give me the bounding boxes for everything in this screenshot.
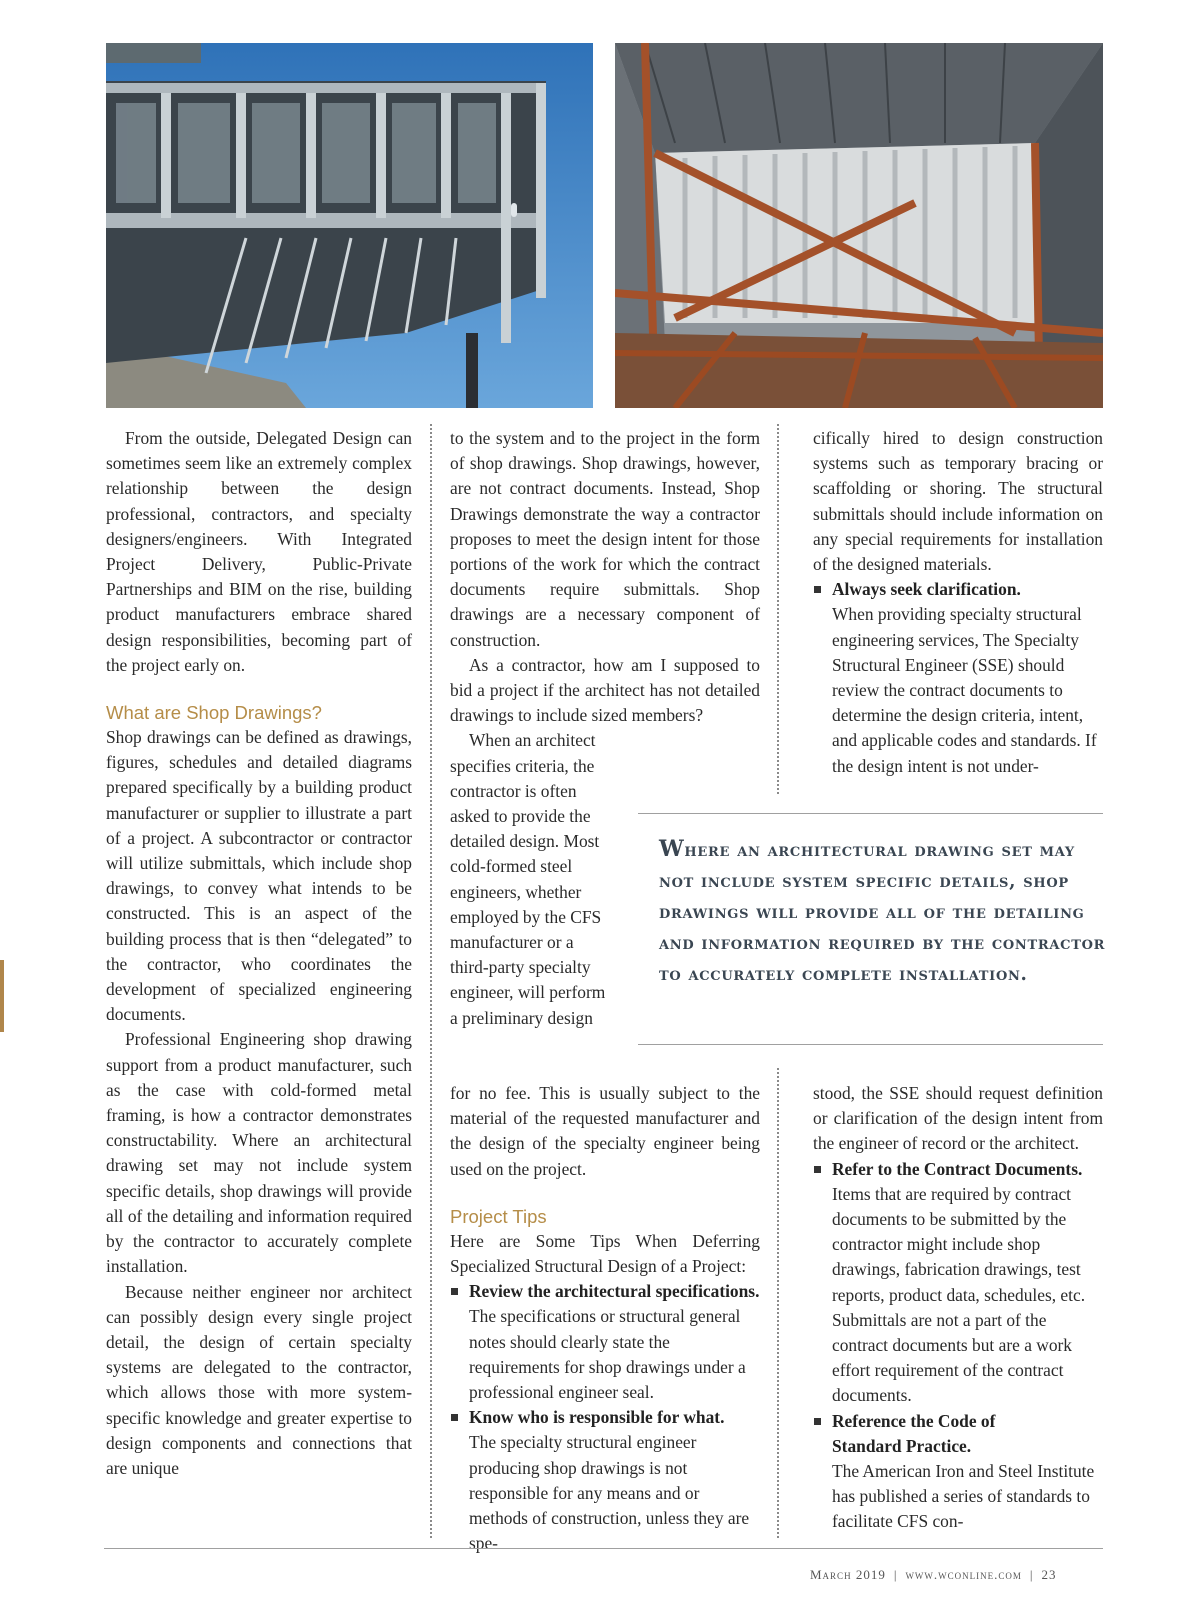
column-rule-left [430,424,432,1538]
tip-title: Always seek clarification. [832,579,1021,600]
pullquote-initial: W [659,836,685,862]
steel-framing-ceiling-photo [615,43,1103,408]
tips-intro: Here are Some Tips When Deferring Specialized Structural Design of a Project: [450,1230,760,1277]
page-footer: March 2019 | www.wconline.com | 23 [810,1567,1057,1582]
tip-title: Reference the Code of [832,1410,996,1431]
tip-title: Refer to the Contract Documents. [832,1158,1083,1179]
tip-body: When providing specialty structural engineering services, The Specialty Structural Engineer (SSE) should review the contract documents to determine the design criteria, intent, and applicable codes and standards. If the design intent is not under- [832,604,1097,776]
tip-title: Review the architectural specifications. [469,1281,760,1302]
body-paragraph: Professional Engineering shop drawing support from a product manufacturer, such as the case with cold-formed metal framing, is how a contractor demonstrates constructability. Where an architectural drawing set may not include system specific details, shop drawings will provide all of the detailing and information required by the contractor to accurately complete installation. [106,1029,412,1277]
tip-item [813,1409,1103,1535]
tips-list [813,1157,1103,1535]
steel-stud-cantilever-photo [106,43,593,408]
tip-continuation: stood, the SSE should request definition or clarification of the design intent from the engineer of record or the architect. [813,1083,1103,1154]
narrow-line: manufacturer or a [450,932,574,953]
section-heading-shop-drawings: What are Shop Drawings? [106,702,322,724]
column-2-lower [450,1081,760,1556]
body-paragraph: Because neither engineer nor architect can possibly design every single project detail, the design of certain specialty systems are delegated to the contractor, which allows those with more system-specific knowledge and greater expertise to design components and connections that are unique [106,1281,412,1478]
narrow-line: a preliminary design [450,1007,593,1028]
tip-item [813,577,1103,779]
narrow-line: detailed design. Most [450,831,600,852]
photo-left-illustration [106,43,593,408]
tip-item [450,1405,760,1556]
column-3-upper [813,426,1103,779]
tip-title: Know who is responsible for what. [469,1407,725,1428]
footer-rule [104,1548,1103,1549]
tips-list [450,1279,760,1556]
body-paragraph: Shop drawings can be defined as drawings, figures, schedules and detailed diagrams prepared specifically by a building product manufacturer or supplier to illustrate a part of a project. A subcontractor or contractor will utilize submittals, which include shop drawings, to convey what intends to be constructed. This is an aspect of the building process that is then “delegated” to the contractor, who coordinates the development of specialized engineering documents. [106,727,412,1025]
narrow-line: employed by the CFS [450,906,602,927]
tip-body: Items that are required by contract documents to be submitted by the contractor might include shop drawings, fabrication drawings, test reports, product data, schedules, etc. Submittals are not a part of the contract documents but are a work effort requirement of the contract documents. [832,1183,1086,1406]
narrow-line: cold-formed steel [450,856,573,877]
tip-title: Standard Practice. [832,1435,972,1456]
body-paragraph: to the system and to the project in the form of shop drawings. Shop drawings, however, are not contract documents. Instead, Shop Drawings demonstrate the way a contractor proposes to meet the design intent for those portions of the work for which the contract documents require submittals. Shop drawings are a necessary component of construction. [450,428,760,650]
photo-right-illustration [615,43,1103,408]
tips-list [813,577,1103,779]
narrow-line: engineers, whether [450,881,582,902]
tip-item [450,1279,760,1405]
section-heading-project-tips: Project Tips [450,1205,547,1227]
body-paragraph: for no fee. This is usually subject to the material of the requested manufacturer and the design of the specialty engineer being used on the project. [450,1083,760,1179]
pullquote-text: here an architectural drawing set may not include system specific details, shop drawings will provide all of the detailing and information required by the contractor to accurately complete installation. [659,840,1106,985]
page-edge-tab [0,960,4,1032]
website: www.wconline.com [905,1567,1022,1582]
pull-quote [659,834,1109,990]
issue-date: March 2019 [810,1567,886,1582]
pullquote-bottom-rule [638,1044,1103,1045]
column-3-lower [813,1081,1103,1535]
narrow-line: specifies criteria, the [450,755,595,776]
tip-body: The specialty structural engineer producing shop drawings is not responsible for any means and or methods of construction, unless they are spe- [469,1432,750,1554]
column-rule-right-upper [777,424,779,794]
narrow-line: third-party specialty [450,957,591,978]
intro-paragraph: From the outside, Delegated Design can sometimes seem like an extremely complex relationship between the design professional, contractors, and specialty designers/engineers. With Integrated Project Delivery, Public-Private Partnerships and BIM on the rise, building product manufacturers embrace shared design responsibilities, becoming part of the project early on. [106,428,412,675]
tip-body: The American Iron and Steel Institute has published a series of standards to facilitate CFS con- [832,1461,1095,1532]
tip-item [813,1157,1103,1409]
narrow-line: asked to provide the [450,806,591,827]
column-1 [106,426,412,1481]
narrow-line: engineer, will perform [450,982,606,1003]
pullquote-top-rule [638,813,1103,814]
column-rule-right-lower [777,1068,779,1538]
tip-continuation: cifically hired to design construction systems such as temporary bracing or scaffolding or shoring. The structural submittals should include information on any special requirements for installation of the designed materials. [813,428,1103,575]
page-number: 23 [1041,1567,1057,1582]
narrow-line: When an architect [469,730,596,751]
body-paragraph: As a contractor, how am I supposed to bid a project if the architect has not detailed drawings to include sized members? [450,654,760,726]
narrow-line: contractor is often [450,780,577,801]
tip-body: The specifications or structural general notes should clearly state the requirements for shop drawings under a professional engineer seal. [469,1306,746,1403]
